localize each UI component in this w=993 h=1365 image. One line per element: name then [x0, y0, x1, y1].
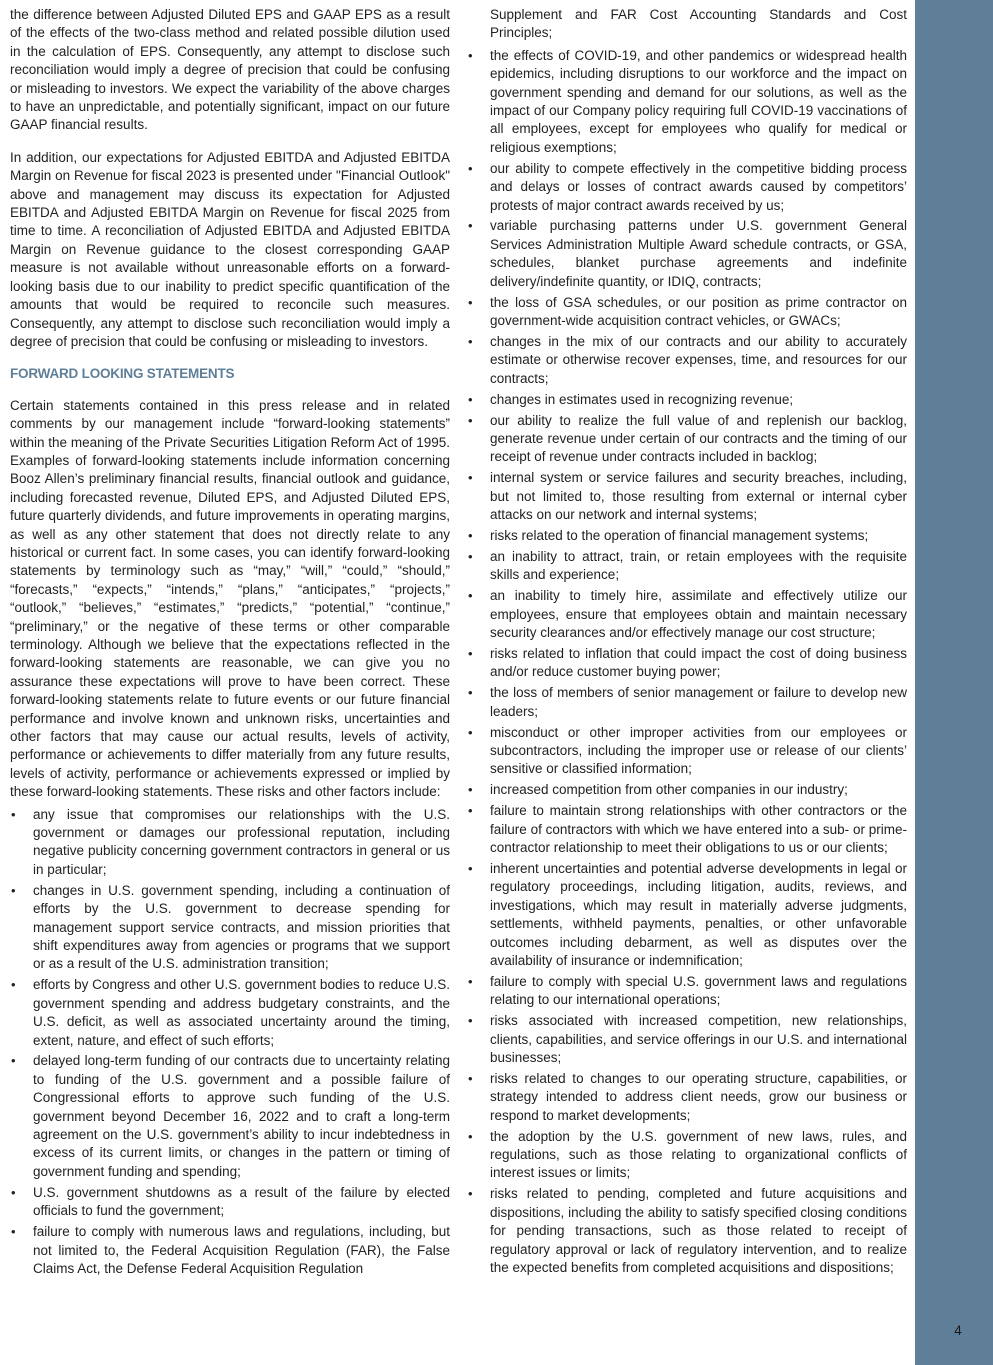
list-item: • our ability to compete effectively in the competitive bidding process and delays or losses of contract awards caused by competitors’ protests of major contract awards received by us; — [468, 160, 907, 213]
bullet-icon: • — [468, 645, 473, 661]
bullet-icon: • — [468, 548, 473, 564]
list-item: • variable purchasing patterns under U.S. government General Services Administration Multiple Award schedule contracts, or GSA, schedules, blanket purchase agreements and indefinite delivery/indefinite quantity, or IDIQ, contracts; — [468, 218, 907, 289]
bullet-icon: • — [11, 1184, 16, 1200]
bullet-icon: • — [468, 333, 473, 349]
list-item: • the effects of COVID-19, and other pandemics or widespread health epidemics, including disruptions to our workforce and the impact on government spending and demand for our solutions, as well as the impact of our Company policy requiring full COVID-19 vaccinations of all employees, except for employees who qualify for medical or religious exemptions; — [468, 47, 907, 155]
list-item: • the loss of members of senior management or failure to develop new leaders; — [468, 685, 907, 719]
bullet-icon: • — [468, 294, 473, 310]
list-item: • changes in U.S. government spending, including a continuation of efforts by the U.S. government to decrease spending for management support service contracts, and mission priorities that shift expenditures away from agencies or programs that we support or as a result of the U.S. administration transition; — [11, 882, 450, 972]
page-number: 4 — [954, 1323, 962, 1338]
list-item: • failure to maintain strong relationships with other contractors or the failure of contractors with which we have entered into a sub- or prime- contractor relationship to meet their obligations to us or our clients; — [468, 803, 907, 855]
bullet-icon: • — [468, 218, 473, 234]
list-item: • an inability to timely hire, assimilate and effectively utilize our employees, ensure that employees obtain and maintain necessary security clearances and/or effectively manage our cost structure; — [468, 588, 907, 640]
list-item: • increased competition from other companies in our industry; — [467, 781, 907, 799]
list-item: • risks related to pending, completed and future acquisitions and dispositions, including the ability to satisfy specified closing conditions for pending transactions, such as those related to receipt of regulatory approval or lack of regulatory intervention, and to realize the expected benefits from completed acquisitions and dispositions; — [468, 1186, 907, 1275]
bullet-icon: • — [468, 1013, 473, 1029]
bullet-icon: • — [11, 882, 16, 898]
list-item: • inherent uncertainties and potential adverse developments in legal or regulatory proceedings, including litigation, audits, reviews, and investigations, which may result in materially adverse judgments, settlements, withheld payments, penalties, or other unfavorable outcomes including debarment, as well as disputes over the availability of insurance or indemnification; — [468, 860, 907, 968]
list-item: • delayed long-term funding of our contracts due to uncertainty relating to funding of the U.S. government and a possible failure of Congressional efforts to approve such funding of the U.S. government beyond December 16, 2022 and to craft a long-term agreement on the U.S. government’s ability to incur indebtedness in excess of its current limits, or changes in the pattern or timing of government funding and spending; — [11, 1053, 450, 1179]
risk-list-right — [467, 47, 907, 1278]
list-item: • risks related to inflation that could impact the cost of doing business and/or reduce customer buying power; — [468, 645, 907, 680]
bullet-icon: • — [468, 803, 473, 819]
page-sidebar-band — [915, 0, 993, 1365]
bullet-icon: • — [468, 160, 473, 176]
bullet-icon: • — [468, 470, 473, 486]
bullet-icon: • — [468, 527, 473, 543]
bullet-icon: • — [11, 977, 16, 993]
list-item: • any issue that compromises our relationships with the U.S. government or damages our professional reputation, including negative publicity concerning government contractors in general or us in particular; — [11, 806, 450, 877]
list-item: • failure to comply with numerous laws and regulations, including, but not limited to, the Federal Acquisition Regulation (FAR), the False Claims Act, the Defense Federal Acquisition Regulation — [11, 1224, 450, 1276]
bullet-icon: • — [468, 1070, 473, 1086]
list-item: • our ability to realize the full value of and replenish our backlog, generate revenue under certain of our contracts and the timing of our receipt of revenue under contracts included in backlog; — [468, 412, 907, 465]
right-column — [467, 6, 907, 1280]
paragraph-forward-looking-intro: Certain statements contained in this press release and in related comments by our management include “forward-looking statements” within the meaning of the Private Securities Litigation Reform Act of 1995. Examples of forward-looking statements include information concerning Booz Allen’s preliminary financial results, financial outlook and guidance, including forecasted revenue, Diluted EPS, and Adjusted Diluted EPS, future quarterly dividends, and future improvements in operating margins, as well as any other statement that does not directly relate to any historical or current fact. In some cases, you can identify forward-looking statements by terminology such as “may,” “will,” “could,” “should,” “forecasts,” “expects,” “intends,” “plans,” “anticipates,” “projects,” “outlook,” “believes,” “estimates,” “predicts,” “potential,” “continue,” “preliminary,” or the negative of these terms or other comparable terminology. Although we believe that the expectations reflected in the forward-looking statements are reasonable, we can give you no assurance these expectations will prove to have been correct. These forward-looking statements relate to future events or our future financial performance and involve known and unknown risks, uncertainties and other factors that may cause our actual results, levels of activity, performance or achievements to differ materially from any future results, levels of activity, performance or achievements expressed or implied by these forward-looking statements. These risks and other factors include: — [10, 397, 450, 800]
bullet-icon: • — [468, 685, 473, 701]
bullet-icon: • — [468, 1128, 473, 1144]
list-item: • the loss of GSA schedules, or our position as prime contractor on government-wide acquisition contract vehicles, or GWACs; — [468, 294, 907, 328]
risk-list-left — [10, 806, 450, 1279]
list-item: • internal system or service failures and security breaches, including, but not limited to, those resulting from external or internal cyber attacks on our network and internal systems; — [468, 470, 907, 523]
bullet-icon: • — [11, 806, 16, 822]
paragraph-reconciliation-ebitda: In addition, our expectations for Adjusted EBITDA and Adjusted EBITDA Margin on Revenue for fiscal 2023 is presented under "Financial Outlook" above and management may discuss its expectation for Adjusted EBITDA and Adjusted EBITDA Margin on Revenue for fiscal 2025 from time to time. A reconciliation of Adjusted EBITDA and Adjusted EBITDA Margin on Revenue guidance to the closest corresponding GAAP measure is not available without unreasonable efforts on a forward-looking basis due to our inability to predict specific quantification of the amounts that would be required to reconcile such measures. Consequently, any attempt to disclose such reconciliation would imply a degree of precision that could be confusing or misleading to investors. — [10, 149, 450, 349]
list-item: • the adoption by the U.S. government of new laws, rules, and regulations, such as those relating to organizational conflicts of interest issues or limits; — [468, 1128, 907, 1181]
list-item: • changes in estimates used in recognizing revenue; — [467, 391, 907, 409]
bullet-icon: • — [468, 391, 473, 407]
bullet-icon: • — [468, 1186, 473, 1202]
bullet-icon: • — [468, 412, 473, 428]
paragraph-reconciliation-eps: the difference between Adjusted Diluted EPS and GAAP EPS as a result of the effects of the two-class method and related possible dilution used in the calculation of EPS. Consequently, any attempt to disclose such reconciliation would imply a degree of precision that could be confusing or misleading to investors. We expect the variability of the above charges to have an unpredictable, and potentially significant, impact on our future GAAP financial results. — [10, 7, 450, 133]
list-item: • efforts by Congress and other U.S. government bodies to reduce U.S. government spending and address budgetary constraints, and the U.S. deficit, as well as associated uncertainty around the timing, extent, nature, and effect of such efforts; — [11, 977, 450, 1048]
list-item: • risks associated with increased competition, new relationships, clients, capabilities, and service offerings in our U.S. and international businesses; — [468, 1013, 907, 1065]
bullet-icon: • — [11, 1053, 16, 1069]
list-item-continuation: Supplement and FAR Cost Accounting Standards and Cost Principles; — [490, 7, 907, 41]
list-item: • failure to comply with special U.S. government laws and regulations relating to our international operations; — [468, 973, 907, 1008]
list-item: • an inability to attract, train, or retain employees with the requisite skills and experience; — [468, 548, 907, 583]
bullet-icon: • — [11, 1224, 16, 1240]
section-heading-forward-looking: FORWARD LOOKING STATEMENTS — [10, 366, 235, 382]
left-column — [10, 6, 450, 1281]
list-item: • risks related to the operation of financial management systems; — [467, 527, 907, 545]
bullet-icon: • — [468, 47, 473, 63]
bullet-icon: • — [468, 860, 473, 876]
list-item: • risks related to changes to our operating structure, capabilities, or strategy intended to address client needs, grow our business or respond to market developments; — [468, 1070, 907, 1123]
list-item: • changes in the mix of our contracts and our ability to accurately estimate or otherwise recover expenses, time, and resources for our contracts; — [468, 333, 907, 386]
list-item: • U.S. government shutdowns as a result of the failure by elected officials to fund the government; — [11, 1184, 450, 1219]
bullet-icon: • — [468, 782, 473, 798]
bullet-icon: • — [468, 724, 473, 740]
list-item: • misconduct or other improper activities from our employees or subcontractors, including the improper use or release of our clients’ sensitive or classified information; — [468, 724, 907, 777]
bullet-icon: • — [468, 588, 473, 604]
bullet-icon: • — [468, 973, 473, 989]
